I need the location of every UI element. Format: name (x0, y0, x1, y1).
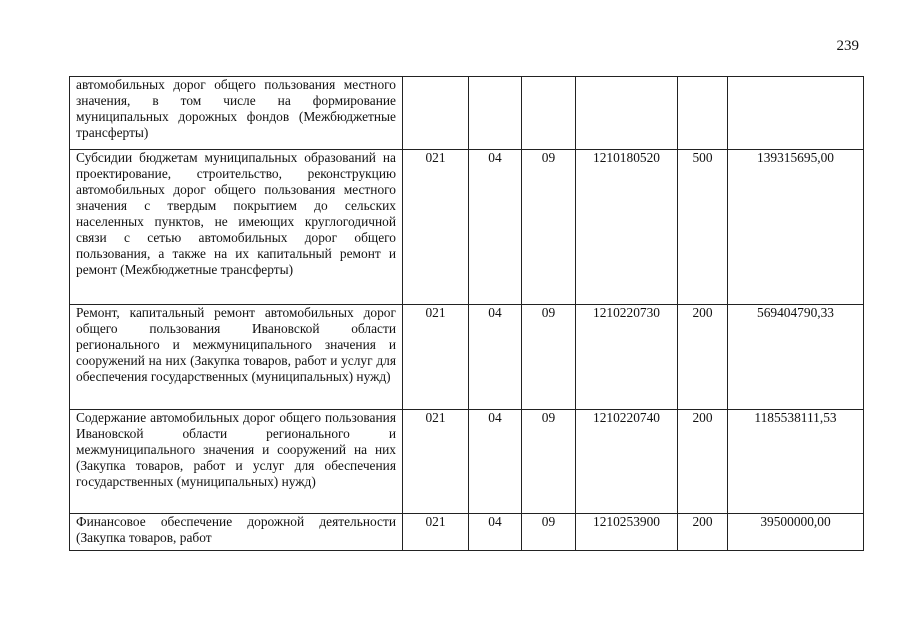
expense-type-code: 200 (678, 305, 728, 410)
row-description: Ремонт, капитальный ремонт автомобильных дорог общего пользования Ивановской области регионального и межмуниципального значения и сооружений на них (Закупка товаров, работ и услуг для обеспечения государственных (муниципальных) нужд) (70, 305, 403, 410)
ministry-code (403, 77, 469, 150)
row-description: Содержание автомобильных дорог общего пользования Ивановской области регионального и межмуниципального значения и сооружений на них (Закупка товаров, работ и услуг для обеспечения государственных (муниципальных) нужд) (70, 410, 403, 514)
subsection-code (522, 77, 576, 150)
section-code (469, 77, 522, 150)
subsection-code: 09 (522, 410, 576, 514)
amount: 139315695,00 (728, 150, 864, 305)
section-code: 04 (469, 150, 522, 305)
table-row (70, 514, 864, 551)
amount: 1185538111,53 (728, 410, 864, 514)
amount (728, 77, 864, 150)
subsection-code: 09 (522, 514, 576, 551)
amount: 39500000,00 (728, 514, 864, 551)
subsection-code: 09 (522, 150, 576, 305)
page-number: 239 (836, 38, 859, 54)
target-article-code: 1210253900 (576, 514, 678, 551)
target-article-code: 1210220740 (576, 410, 678, 514)
expense-type-code: 500 (678, 150, 728, 305)
row-description: автомобильных дорог общего пользования местного значения, в том числе на формирование муниципальных дорожных фондов (Межбюджетные трансферты) (70, 77, 403, 150)
budget-table (69, 76, 864, 551)
section-code: 04 (469, 305, 522, 410)
section-code: 04 (469, 410, 522, 514)
table-row (70, 305, 864, 410)
table-row (70, 77, 864, 150)
table-row (70, 410, 864, 514)
amount: 569404790,33 (728, 305, 864, 410)
target-article-code: 1210180520 (576, 150, 678, 305)
ministry-code: 021 (403, 150, 469, 305)
row-description: Субсидии бюджетам муниципальных образований на проектирование, строительство, реконструкцию автомобильных дорог общего пользования местного значения с твердым покрытием до сельских населенных пунктов, не имеющих круглогодичной связи с сетью автомобильных дорог общего пользования, а также на их капитальный ремонт и ремонт (Межбюджетные трансферты) (70, 150, 403, 305)
expense-type-code: 200 (678, 514, 728, 551)
target-article-code: 1210220730 (576, 305, 678, 410)
ministry-code: 021 (403, 410, 469, 514)
expense-type-code: 200 (678, 410, 728, 514)
ministry-code: 021 (403, 514, 469, 551)
target-article-code (576, 77, 678, 150)
section-code: 04 (469, 514, 522, 551)
expense-type-code (678, 77, 728, 150)
ministry-code: 021 (403, 305, 469, 410)
table-row (70, 150, 864, 305)
row-description: Финансовое обеспечение дорожной деятельности (Закупка товаров, работ (70, 514, 403, 551)
subsection-code: 09 (522, 305, 576, 410)
